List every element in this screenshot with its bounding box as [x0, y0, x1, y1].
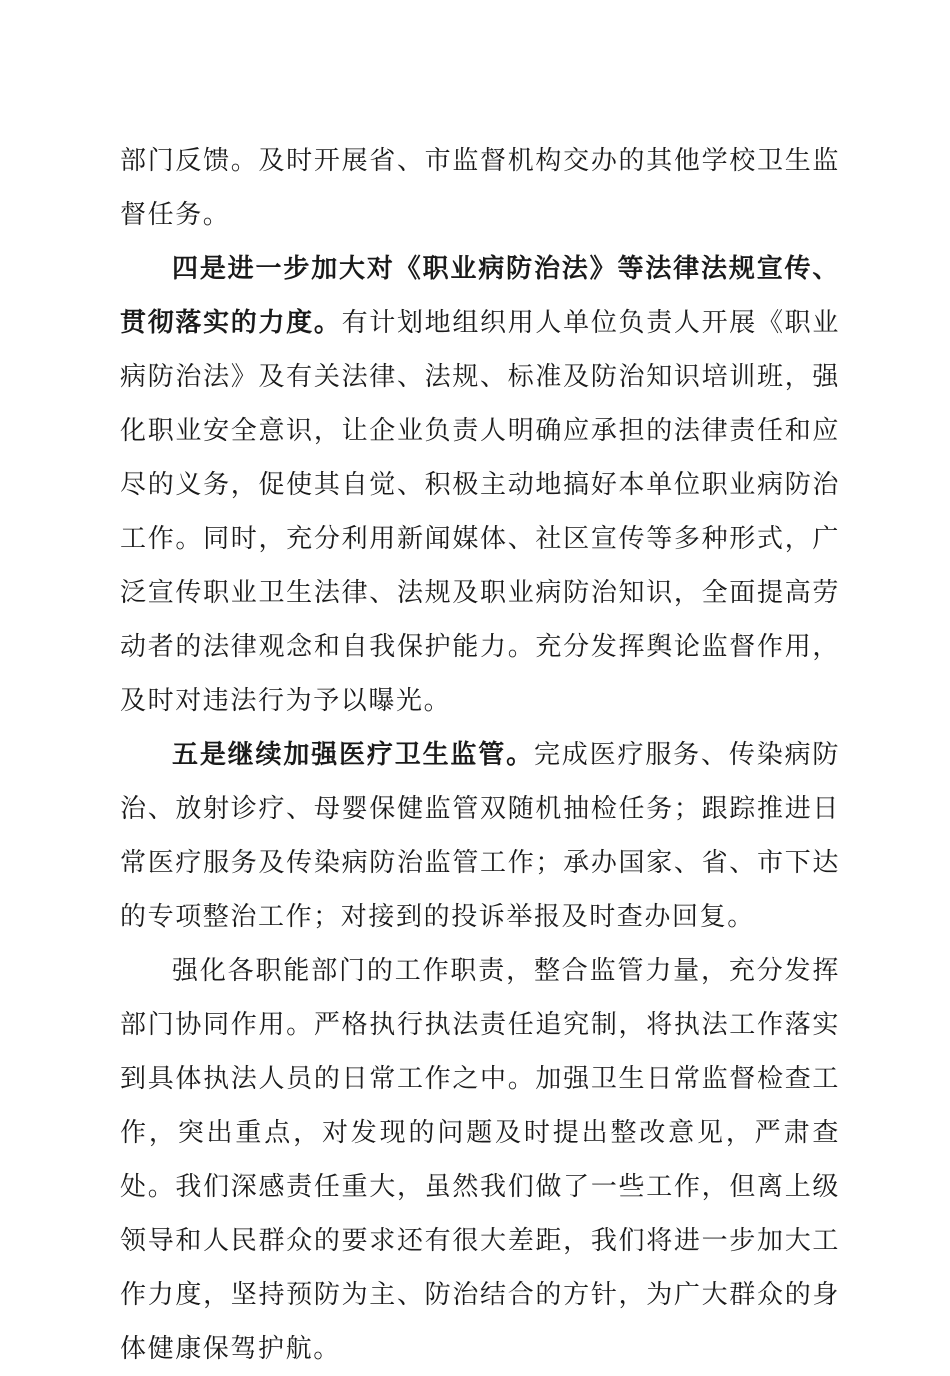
paragraph-lead-heading: 四是进一步加大对《职业病防治法》等法律法规宣传、贯彻落实的力度。 — [120, 254, 840, 338]
document-page — [120, 134, 840, 1376]
paragraph-item-four — [120, 242, 840, 728]
paragraph-body: 强化各职能部门的工作职责，整合监管力量，充分发挥部门协同作用。严格执行执法责任追究制，将执法工作落实到具体执法人员的日常工作之中。加强卫生日常监督检查工作，突出重点，对发现的问题及时提出整改意见，严肃查处。我们深感责任重大，虽然我们做了一些工作，但离上级领导和人民群众的要求还有很大差距，我们将进一步加大工作力度，坚持预防为主、防治结合的方针，为广大群众的身体健康保驾护航。 — [120, 956, 840, 1364]
paragraph-continuation — [120, 134, 840, 242]
paragraph-body: 完成医疗服务、传染病防治、放射诊疗、母婴保健监管双随机抽检任务；跟踪推进日常医疗服务及传染病防治监管工作；承办国家、省、市下达的专项整治工作；对接到的投诉举报及时查办回复。 — [120, 740, 840, 932]
paragraph-lead-heading: 五是继续加强医疗卫生监管。 — [172, 740, 534, 770]
paragraph-item-five — [120, 728, 840, 944]
paragraph-body: 有计划地组织用人单位负责人开展《职业病防治法》及有关法律、法规、标准及防治知识培训班，强化职业安全意识，让企业负责人明确应承担的法律责任和应尽的义务，促使其自觉、积极主动地搞好本单位职业病防治工作。同时，充分利用新闻媒体、社区宣传等多种形式，广泛宣传职业卫生法律、法规及职业病防治知识，全面提高劳动者的法律观念和自我保护能力。充分发挥舆论监督作用，及时对违法行为予以曝光。 — [120, 308, 840, 716]
paragraph-body: 部门反馈。及时开展省、市监督机构交办的其他学校卫生监督任务。 — [120, 146, 840, 230]
paragraph-conclusion — [120, 944, 840, 1376]
